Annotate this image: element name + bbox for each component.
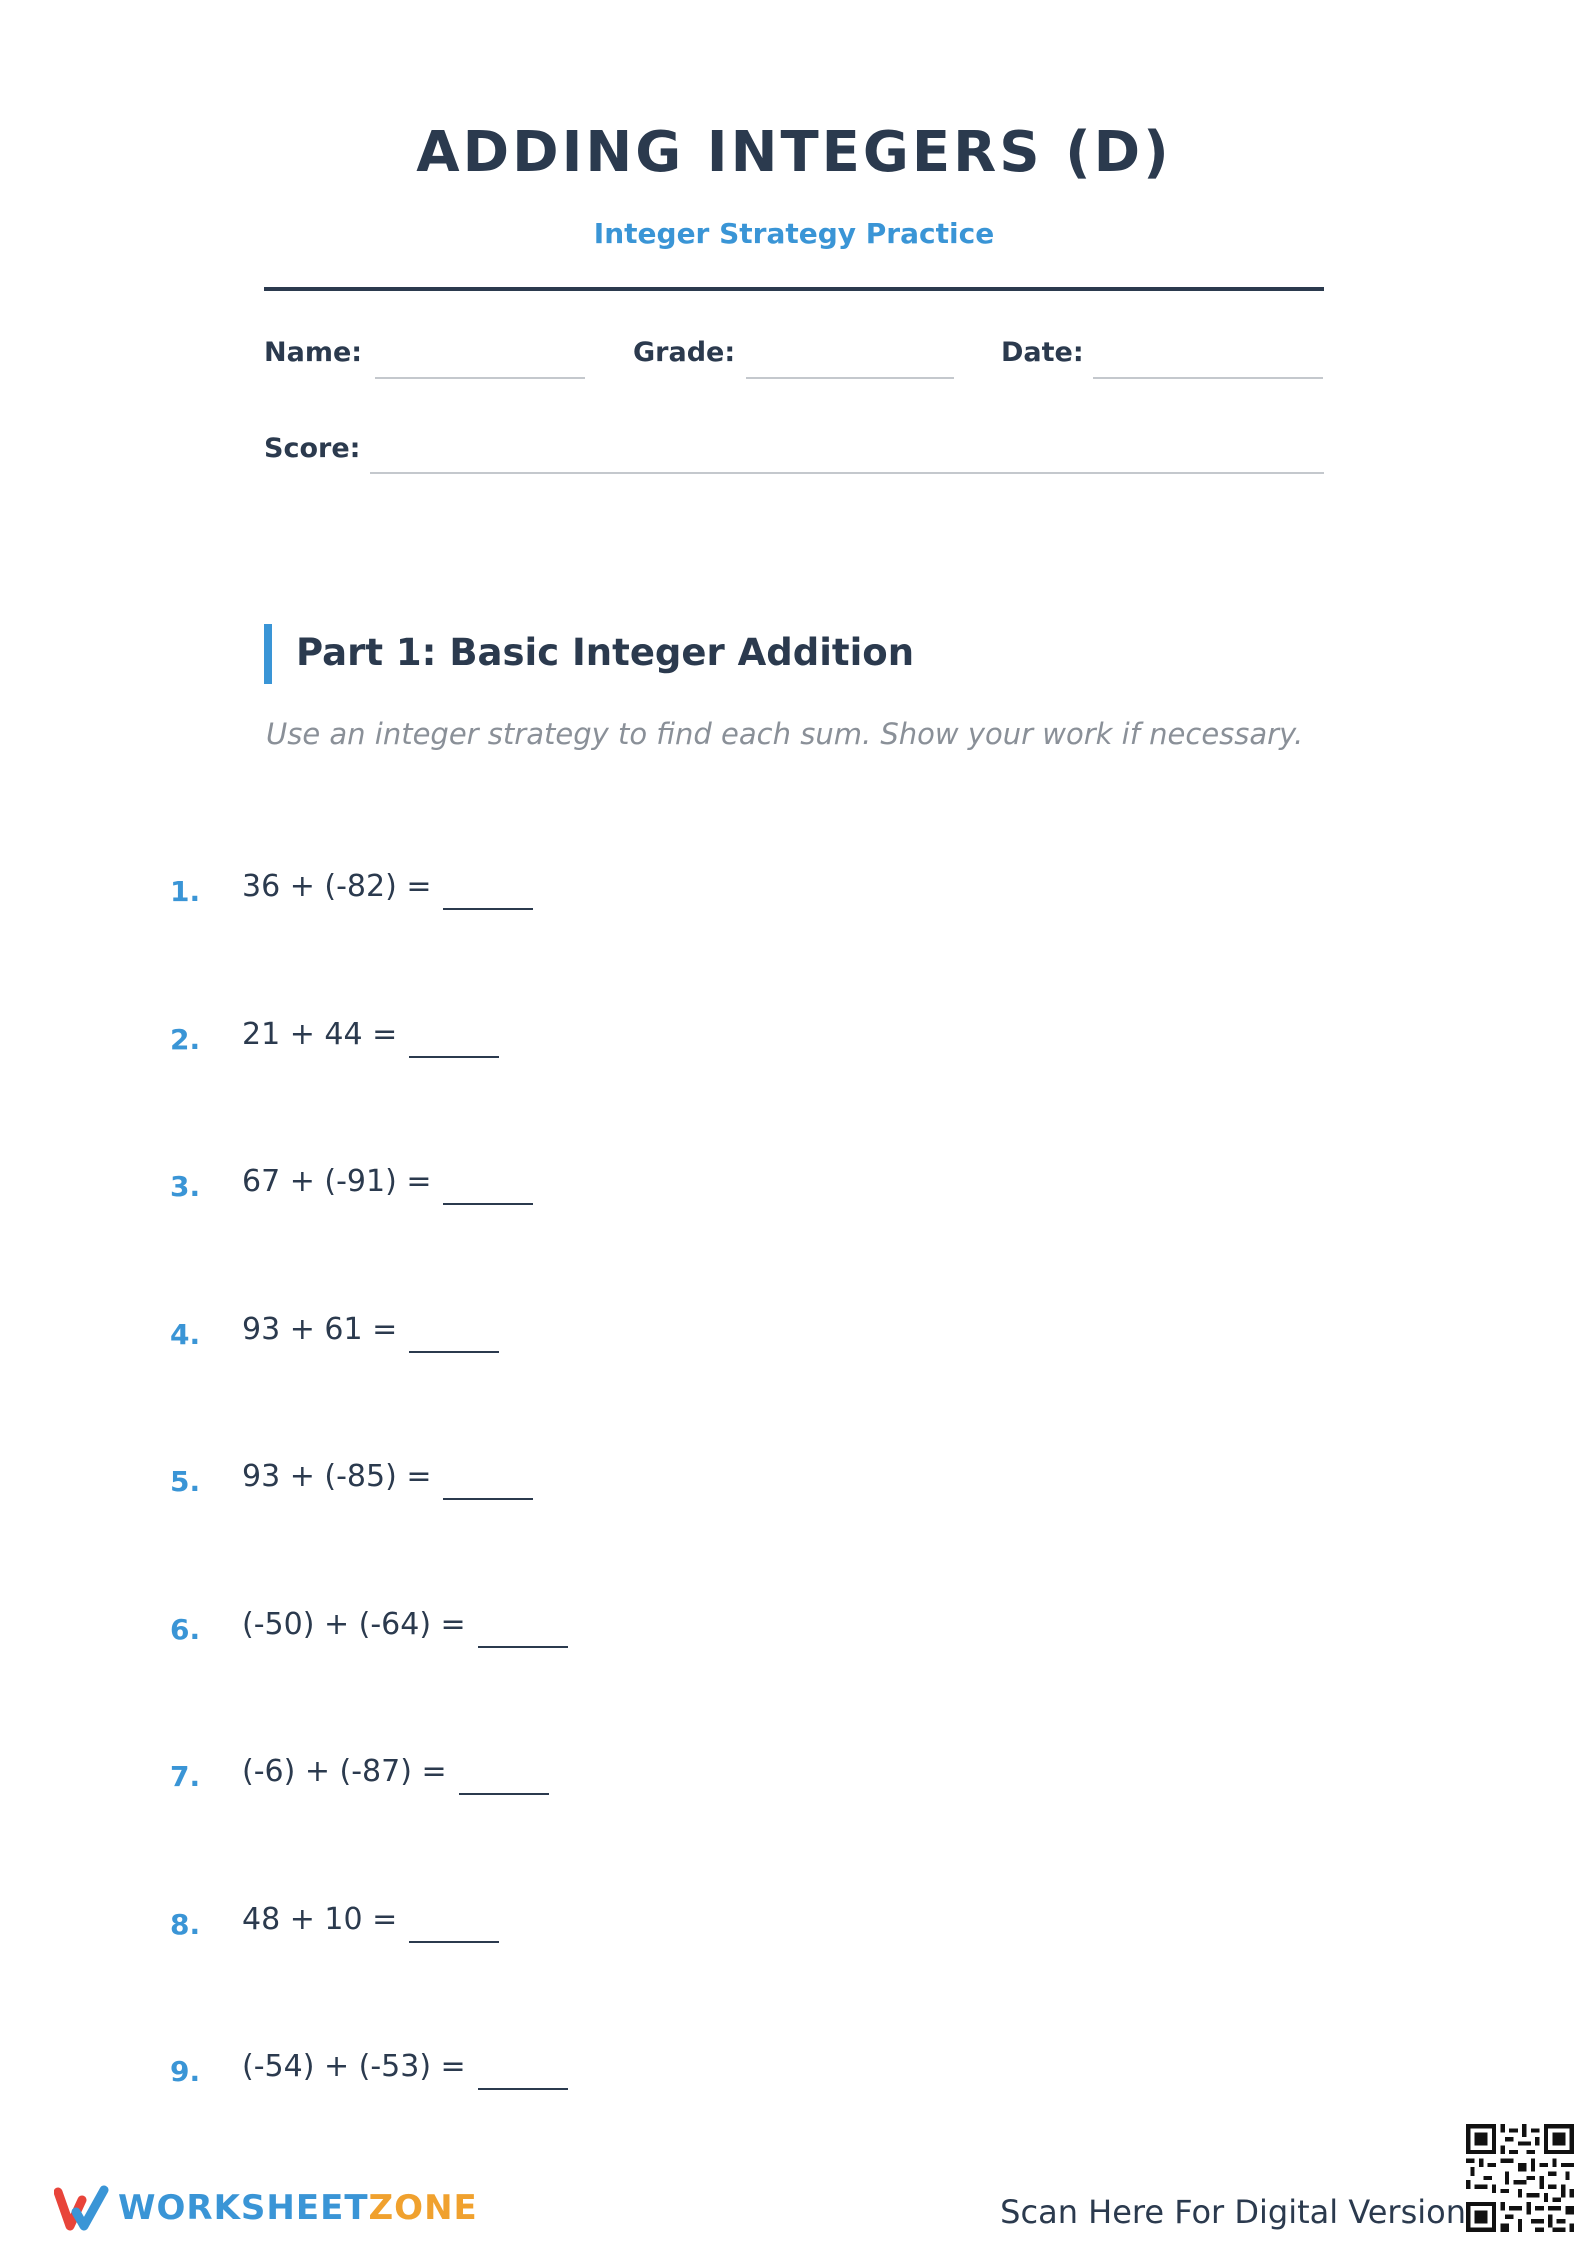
answer-blank[interactable]	[443, 1203, 533, 1205]
answer-blank[interactable]	[409, 1351, 499, 1353]
problem-number: 2.	[170, 1023, 201, 1056]
answer-blank[interactable]	[409, 1941, 499, 1943]
problem-number: 3.	[170, 1170, 201, 1203]
page-title: ADDING INTEGERS (D)	[416, 120, 1172, 185]
worksheetzone-logo-icon	[54, 2182, 110, 2234]
qr-code-icon[interactable]	[1466, 2124, 1574, 2232]
problem-expression: 93 + 61 =	[242, 1310, 499, 1353]
problem-number: 6.	[170, 1613, 201, 1646]
score-field[interactable]	[370, 472, 1324, 474]
name-field[interactable]	[375, 377, 585, 379]
date-field[interactable]	[1093, 377, 1323, 379]
worksheetzone-logo[interactable]	[54, 2180, 478, 2236]
header-divider	[264, 287, 1324, 291]
problem-number: 8.	[170, 1908, 201, 1941]
section-title: Part 1: Basic Integer Addition	[296, 631, 915, 674]
problem-expression: 48 + 10 =	[242, 1900, 499, 1943]
grade-label: Grade:	[633, 337, 736, 368]
problem-number: 1.	[170, 875, 201, 908]
problem-number: 7.	[170, 1760, 201, 1793]
problem-expression: 93 + (-85) =	[242, 1457, 533, 1500]
problem-number: 9.	[170, 2055, 201, 2088]
answer-blank[interactable]	[478, 2088, 568, 2090]
answer-blank[interactable]	[478, 1646, 568, 1648]
answer-blank[interactable]	[443, 908, 533, 910]
problem-expression: 36 + (-82) =	[242, 867, 533, 910]
logo-wordmark: WORKSHEETZONE	[118, 2188, 478, 2228]
problem-expression: (-50) + (-64) =	[242, 1605, 568, 1648]
problem-number: 5.	[170, 1465, 201, 1498]
answer-blank[interactable]	[443, 1498, 533, 1500]
name-label: Name:	[264, 337, 363, 368]
score-label: Score:	[264, 433, 361, 464]
problem-expression: (-6) + (-87) =	[242, 1752, 549, 1795]
section-instructions: Use an integer strategy to find each sum. Show your work if necessary.	[266, 717, 1304, 751]
section-accent-bar	[264, 624, 272, 684]
page-subtitle: Integer Strategy Practice	[593, 217, 995, 250]
problem-number: 4.	[170, 1318, 201, 1351]
problem-expression: (-54) + (-53) =	[242, 2047, 568, 2090]
scan-instructions: Scan Here For Digital Version	[1000, 2193, 1466, 2231]
grade-field[interactable]	[746, 377, 954, 379]
answer-blank[interactable]	[409, 1056, 499, 1058]
answer-blank[interactable]	[459, 1793, 549, 1795]
date-label: Date:	[1001, 337, 1084, 368]
problem-expression: 21 + 44 =	[242, 1015, 499, 1058]
problem-expression: 67 + (-91) =	[242, 1162, 533, 1205]
